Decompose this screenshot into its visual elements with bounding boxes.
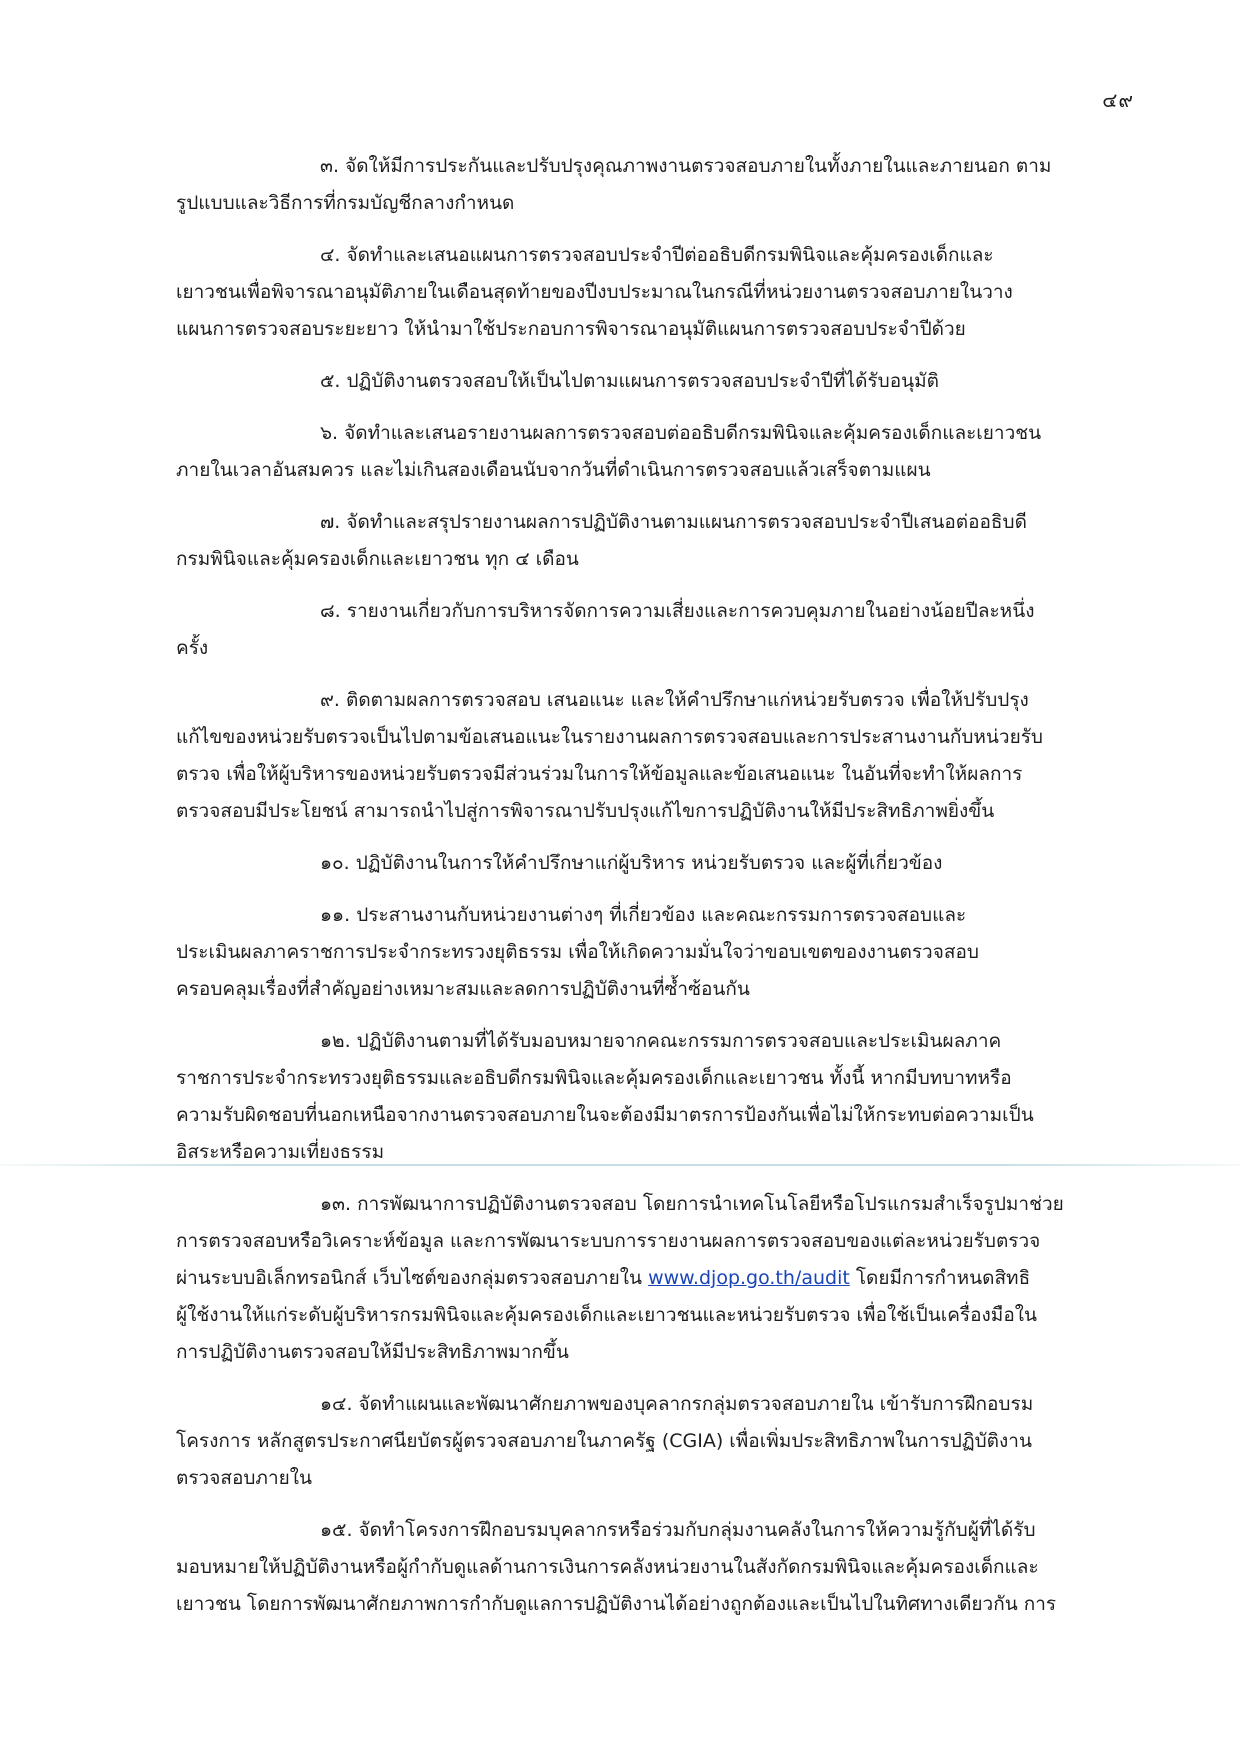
- text-line: ครอบคลุมเรื่องที่สำคัญอย่างเหมาะสมและลดการปฏิบัติงานที่ซ้ำซ้อนกัน: [176, 978, 750, 1000]
- paragraph-item-3: [176, 148, 1120, 222]
- paragraph-item-6: [176, 415, 1120, 489]
- text-line: แก้ไขของหน่วยรับตรวจเป็นไปตามข้อเสนอแนะในรายงานผลการตรวจสอบและการประสานงานกับหน่วยรับ: [176, 726, 1043, 748]
- text-line: ความรับผิดชอบที่นอกเหนือจากงานตรวจสอบภายในจะต้องมีมาตรการป้องกันเพื่อไม่ให้กระทบต่อความเป็น: [176, 1104, 1034, 1126]
- text-line: ภายในเวลาอันสมควร และไม่เกินสองเดือนนับจากวันที่ดำเนินการตรวจสอบแล้วเสร็จตามแผน: [176, 459, 931, 481]
- text-line: โครงการ หลักสูตรประกาศนียบัตรผู้ตรวจสอบภายในภาครัฐ (CGIA) เพื่อเพิ่มประสิทธิภาพในการปฏิบัติงาน: [176, 1430, 1032, 1452]
- text-line: แผนการตรวจสอบระยะยาว ให้นำมาใช้ประกอบการพิจารณาอนุมัติแผนการตรวจสอบประจำปีด้วย: [176, 318, 966, 340]
- text-line: ๖. จัดทำและเสนอรายงานผลการตรวจสอบต่ออธิบดีกรมพินิจและคุ้มครองเด็กและเยาวชน: [320, 422, 1042, 444]
- text-line: ประเมินผลภาคราชการประจำกระทรวงยุติธรรม เพื่อให้เกิดความมั่นใจว่าขอบเขตของงานตรวจสอบ: [176, 941, 979, 963]
- text-line: ๓. จัดให้มีการประกันและปรับปรุงคุณภาพงานตรวจสอบภายในทั้งภายในและภายนอก ตาม: [320, 155, 1052, 177]
- text-line: ๑๔. จัดทำแผนและพัฒนาศักยภาพของบุคลากรกลุ่มตรวจสอบภายใน เข้ารับการฝึกอบรม: [320, 1393, 1034, 1415]
- paragraph-item-12: [176, 1023, 1120, 1171]
- paragraph-item-9: [176, 682, 1120, 830]
- paragraph-item-10: [176, 845, 1120, 882]
- audit-website-link[interactable]: www.djop.go.th/audit: [648, 1267, 850, 1289]
- text-line: กรมพินิจและคุ้มครองเด็กและเยาวชน ทุก ๔ เดือน: [176, 548, 579, 570]
- text-line: อิสระหรือความเที่ยงธรรม: [176, 1141, 385, 1163]
- text-segment: โดยมีการกำหนดสิทธิ: [849, 1267, 1031, 1289]
- text-line: ผู้ใช้งานให้แก่ระดับผู้บริหารกรมพินิจและคุ้มครองเด็กและเยาวชนและหน่วยรับตรวจ เพื่อใช้เป็นเครื่องมือใน: [176, 1304, 1037, 1326]
- paragraph-item-7: [176, 504, 1120, 578]
- text-line: ครั้ง: [176, 637, 209, 659]
- text-line: ๕. ปฏิบัติงานตรวจสอบให้เป็นไปตามแผนการตรวจสอบประจำปีที่ได้รับอนุมัติ: [320, 370, 939, 392]
- text-line: การตรวจสอบหรือวิเคราะห์ข้อมูล และการพัฒนาระบบการรายงานผลการตรวจสอบของแต่ละหน่วยรับตรวจ: [176, 1230, 1041, 1252]
- text-line: ตรวจ เพื่อให้ผู้บริหารของหน่วยรับตรวจมีส่วนร่วมในการให้ข้อมูลและข้อเสนอแนะ ในอันที่จะทำให้ผลการ: [176, 763, 1023, 785]
- text-line: ๑๓. การพัฒนาการปฏิบัติงานตรวจสอบ โดยการนำเทคโนโลยีหรือโปรแกรมสำเร็จรูปมาช่วย: [320, 1193, 1064, 1215]
- paragraph-item-5: [176, 363, 1120, 400]
- paragraph-item-11: [176, 897, 1120, 1008]
- paragraph-item-13: [176, 1186, 1120, 1371]
- text-segment: ผ่านระบบอิเล็กทรอนิกส์ เว็บไซต์ของกลุ่มตรวจสอบภายใน: [176, 1267, 649, 1289]
- text-line: ๗. จัดทำและสรุปรายงานผลการปฏิบัติงานตามแผนการตรวจสอบประจำปีเสนอต่ออธิบดี: [320, 511, 1027, 533]
- text-line: ๔. จัดทำและเสนอแผนการตรวจสอบประจำปีต่ออธิบดีกรมพินิจและคุ้มครองเด็กและ: [320, 244, 994, 266]
- text-line: ตรวจสอบภายใน: [176, 1467, 313, 1489]
- text-line: เยาวชน โดยการพัฒนาศักยภาพการกำกับดูแลการปฏิบัติงานได้อย่างถูกต้องและเป็นไปในทิศทางเดียวกัน การ: [176, 1593, 1057, 1615]
- document-body: [176, 148, 1120, 1638]
- text-line: มอบหมายให้ปฏิบัติงานหรือผู้กำกับดูแลด้านการเงินการคลังหน่วยงานในสังกัดกรมพินิจและคุ้มครองเด็กและ: [176, 1556, 1039, 1578]
- text-line: ตรวจสอบมีประโยชน์ สามารถนำไปสู่การพิจารณาปรับปรุงแก้ไขการปฏิบัติงานให้มีประสิทธิภาพยิ่งขึ้น: [176, 800, 995, 822]
- text-line: ราชการประจำกระทรวงยุติธรรมและอธิบดีกรมพินิจและคุ้มครองเด็กและเยาวชน ทั้งนี้ หากมีบทบาทหรือ: [176, 1067, 1012, 1089]
- text-line: เยาวชนเพื่อพิจารณาอนุมัติภายในเดือนสุดท้ายของปีงบประมาณในกรณีที่หน่วยงานตรวจสอบภายในวาง: [176, 281, 1013, 303]
- text-line: ๑๐. ปฏิบัติงานในการให้คำปรึกษาแก่ผู้บริหาร หน่วยรับตรวจ และผู้ที่เกี่ยวข้อง: [320, 852, 943, 874]
- text-line: [176, 1260, 1120, 1297]
- paragraph-item-15: [176, 1512, 1120, 1623]
- text-line: ๑๕. จัดทำโครงการฝึกอบรมบุคลากรหรือร่วมกับกลุ่มงานคลังในการให้ความรู้กับผู้ที่ได้รับ: [320, 1519, 1036, 1541]
- paragraph-item-8: [176, 593, 1120, 667]
- text-line: รูปแบบและวิธีการที่กรมบัญชีกลางกำหนด: [176, 192, 515, 214]
- text-line: ๙. ติดตามผลการตรวจสอบ เสนอแนะ และให้คำปรึกษาแก่หน่วยรับตรวจ เพื่อให้ปรับปรุง: [320, 689, 1029, 711]
- text-line: ๘. รายงานเกี่ยวกับการบริหารจัดการความเสี่ยงและการควบคุมภายในอย่างน้อยปีละหนึ่ง: [320, 600, 1035, 622]
- text-line: ๑๑. ประสานงานกับหน่วยงานต่างๆ ที่เกี่ยวข้อง และคณะกรรมการตรวจสอบและ: [320, 904, 967, 926]
- text-line: การปฏิบัติงานตรวจสอบให้มีประสิทธิภาพมากขึ้น: [176, 1341, 569, 1363]
- text-line: ๑๒. ปฏิบัติงานตามที่ได้รับมอบหมายจากคณะกรรมการตรวจสอบและประเมินผลภาค: [320, 1030, 1002, 1052]
- paragraph-item-4: [176, 237, 1120, 348]
- paragraph-item-14: [176, 1386, 1120, 1497]
- page-number: ๔๙: [1102, 88, 1134, 112]
